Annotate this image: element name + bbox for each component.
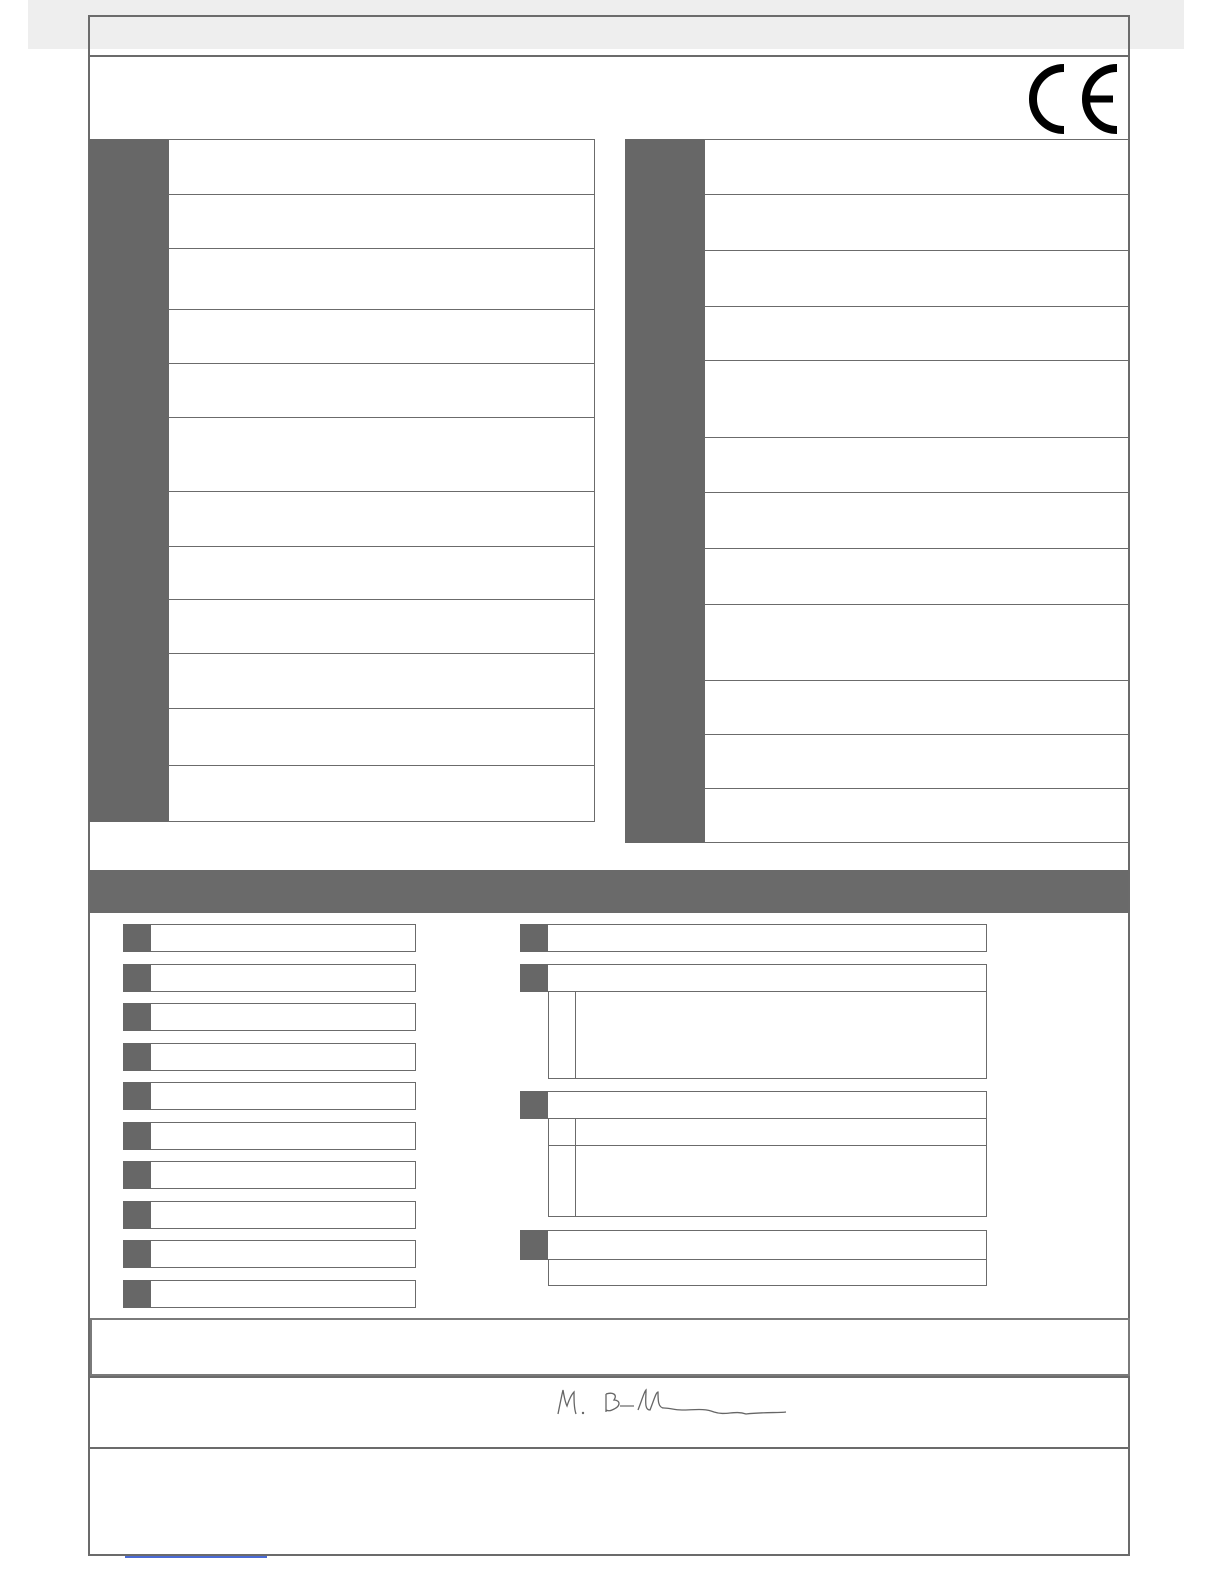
row-number bbox=[89, 417, 169, 492]
row-number bbox=[625, 734, 705, 789]
header-divider bbox=[88, 55, 1130, 57]
right-row bbox=[625, 306, 1130, 361]
row-number bbox=[89, 491, 169, 547]
row-number bbox=[625, 250, 705, 307]
list-row bbox=[123, 1122, 416, 1150]
list-cell bbox=[151, 1082, 416, 1110]
row-cell bbox=[168, 248, 595, 310]
left-row bbox=[89, 599, 595, 654]
section-band bbox=[90, 870, 1128, 913]
signature-bottom-divider bbox=[88, 1447, 1130, 1449]
right-row bbox=[625, 680, 1130, 735]
row-number bbox=[625, 437, 705, 493]
left-row bbox=[89, 653, 595, 709]
list-row bbox=[123, 924, 416, 952]
list-number bbox=[123, 1161, 151, 1189]
list-number bbox=[123, 964, 151, 992]
group-detail-index bbox=[548, 991, 576, 1079]
row-number bbox=[89, 599, 169, 654]
list-cell bbox=[151, 1280, 416, 1308]
group-header bbox=[520, 924, 987, 952]
group-header bbox=[520, 1230, 987, 1260]
row-number bbox=[89, 248, 169, 310]
right-row bbox=[625, 734, 1130, 789]
row-cell bbox=[168, 765, 595, 822]
row-number bbox=[625, 604, 705, 681]
left-row bbox=[89, 139, 595, 195]
list-row bbox=[123, 1240, 416, 1268]
list-number bbox=[123, 1082, 151, 1110]
list-cell bbox=[151, 964, 416, 992]
row-cell bbox=[704, 604, 1130, 681]
list-row bbox=[123, 1161, 416, 1189]
hyperlink-underline[interactable] bbox=[125, 1556, 267, 1558]
group-detail-box bbox=[548, 991, 987, 1079]
left-row bbox=[89, 491, 595, 547]
row-cell bbox=[704, 734, 1130, 789]
row-number bbox=[89, 309, 169, 364]
left-row bbox=[89, 417, 595, 492]
list-number bbox=[123, 1122, 151, 1150]
row-cell bbox=[704, 548, 1130, 605]
list-number bbox=[123, 924, 151, 952]
row-cell bbox=[168, 194, 595, 249]
group-header bbox=[520, 1091, 987, 1119]
row-number bbox=[89, 546, 169, 600]
list-cell bbox=[151, 1240, 416, 1268]
group-detail-box bbox=[548, 1259, 987, 1286]
right-row bbox=[625, 604, 1130, 681]
left-row bbox=[89, 248, 595, 310]
row-cell bbox=[704, 194, 1130, 251]
list-cell bbox=[151, 924, 416, 952]
row-cell bbox=[168, 417, 595, 492]
row-number bbox=[625, 492, 705, 549]
list-cell bbox=[151, 1043, 416, 1071]
group-cell bbox=[548, 964, 987, 992]
row-cell bbox=[704, 680, 1130, 735]
right-row bbox=[625, 360, 1130, 438]
row-number bbox=[89, 194, 169, 249]
row-cell bbox=[704, 139, 1130, 195]
row-cell bbox=[704, 306, 1130, 361]
list-row bbox=[123, 1201, 416, 1229]
list-row bbox=[123, 964, 416, 992]
list-cell bbox=[151, 1122, 416, 1150]
signature-top-divider bbox=[88, 1376, 1130, 1378]
row-cell bbox=[168, 139, 595, 195]
right-row bbox=[625, 194, 1130, 251]
list-row bbox=[123, 1082, 416, 1110]
row-number bbox=[89, 765, 169, 822]
row-cell bbox=[168, 309, 595, 364]
left-row bbox=[89, 309, 595, 364]
left-row bbox=[89, 363, 595, 418]
group-number bbox=[520, 1230, 548, 1260]
left-row bbox=[89, 546, 595, 600]
list-row bbox=[123, 1003, 416, 1031]
row-number bbox=[625, 306, 705, 361]
right-row bbox=[625, 437, 1130, 493]
row-number bbox=[89, 653, 169, 709]
list-number bbox=[123, 1003, 151, 1031]
group-header bbox=[520, 964, 987, 992]
right-row bbox=[625, 548, 1130, 605]
row-number bbox=[625, 788, 705, 843]
list-number bbox=[123, 1240, 151, 1268]
row-number bbox=[89, 363, 169, 418]
group-cell bbox=[548, 1230, 987, 1260]
row-number bbox=[89, 708, 169, 766]
group-detail-row bbox=[548, 1118, 987, 1146]
right-row bbox=[625, 250, 1130, 307]
list-row bbox=[123, 1043, 416, 1071]
footer-box bbox=[90, 1318, 1130, 1376]
list-number bbox=[123, 1280, 151, 1308]
left-row bbox=[89, 708, 595, 766]
group-number bbox=[520, 924, 548, 952]
row-cell bbox=[168, 653, 595, 709]
row-cell bbox=[168, 599, 595, 654]
left-row bbox=[89, 765, 595, 822]
row-cell bbox=[168, 708, 595, 766]
list-number bbox=[123, 1201, 151, 1229]
left-row bbox=[89, 194, 595, 249]
group-detail-index bbox=[548, 1118, 576, 1217]
list-cell bbox=[151, 1003, 416, 1031]
group-number bbox=[520, 964, 548, 992]
right-row bbox=[625, 788, 1130, 843]
list-cell bbox=[151, 1161, 416, 1189]
row-cell bbox=[168, 491, 595, 547]
row-cell bbox=[704, 788, 1130, 843]
row-cell bbox=[704, 492, 1130, 549]
ce-mark bbox=[1018, 62, 1122, 136]
row-number bbox=[89, 139, 169, 195]
list-row bbox=[123, 1280, 416, 1308]
group-cell bbox=[548, 924, 987, 952]
signature-image bbox=[554, 1386, 790, 1422]
right-row bbox=[625, 139, 1130, 195]
row-number bbox=[625, 548, 705, 605]
row-number bbox=[625, 680, 705, 735]
row-cell bbox=[168, 546, 595, 600]
right-row bbox=[625, 492, 1130, 549]
row-cell bbox=[704, 250, 1130, 307]
row-cell bbox=[168, 363, 595, 418]
row-cell bbox=[704, 437, 1130, 493]
row-number bbox=[625, 139, 705, 195]
row-number bbox=[625, 194, 705, 251]
list-number bbox=[123, 1043, 151, 1071]
list-cell bbox=[151, 1201, 416, 1229]
row-cell bbox=[704, 360, 1130, 438]
group-number bbox=[520, 1091, 548, 1119]
group-cell bbox=[548, 1091, 987, 1119]
row-number bbox=[625, 360, 705, 438]
